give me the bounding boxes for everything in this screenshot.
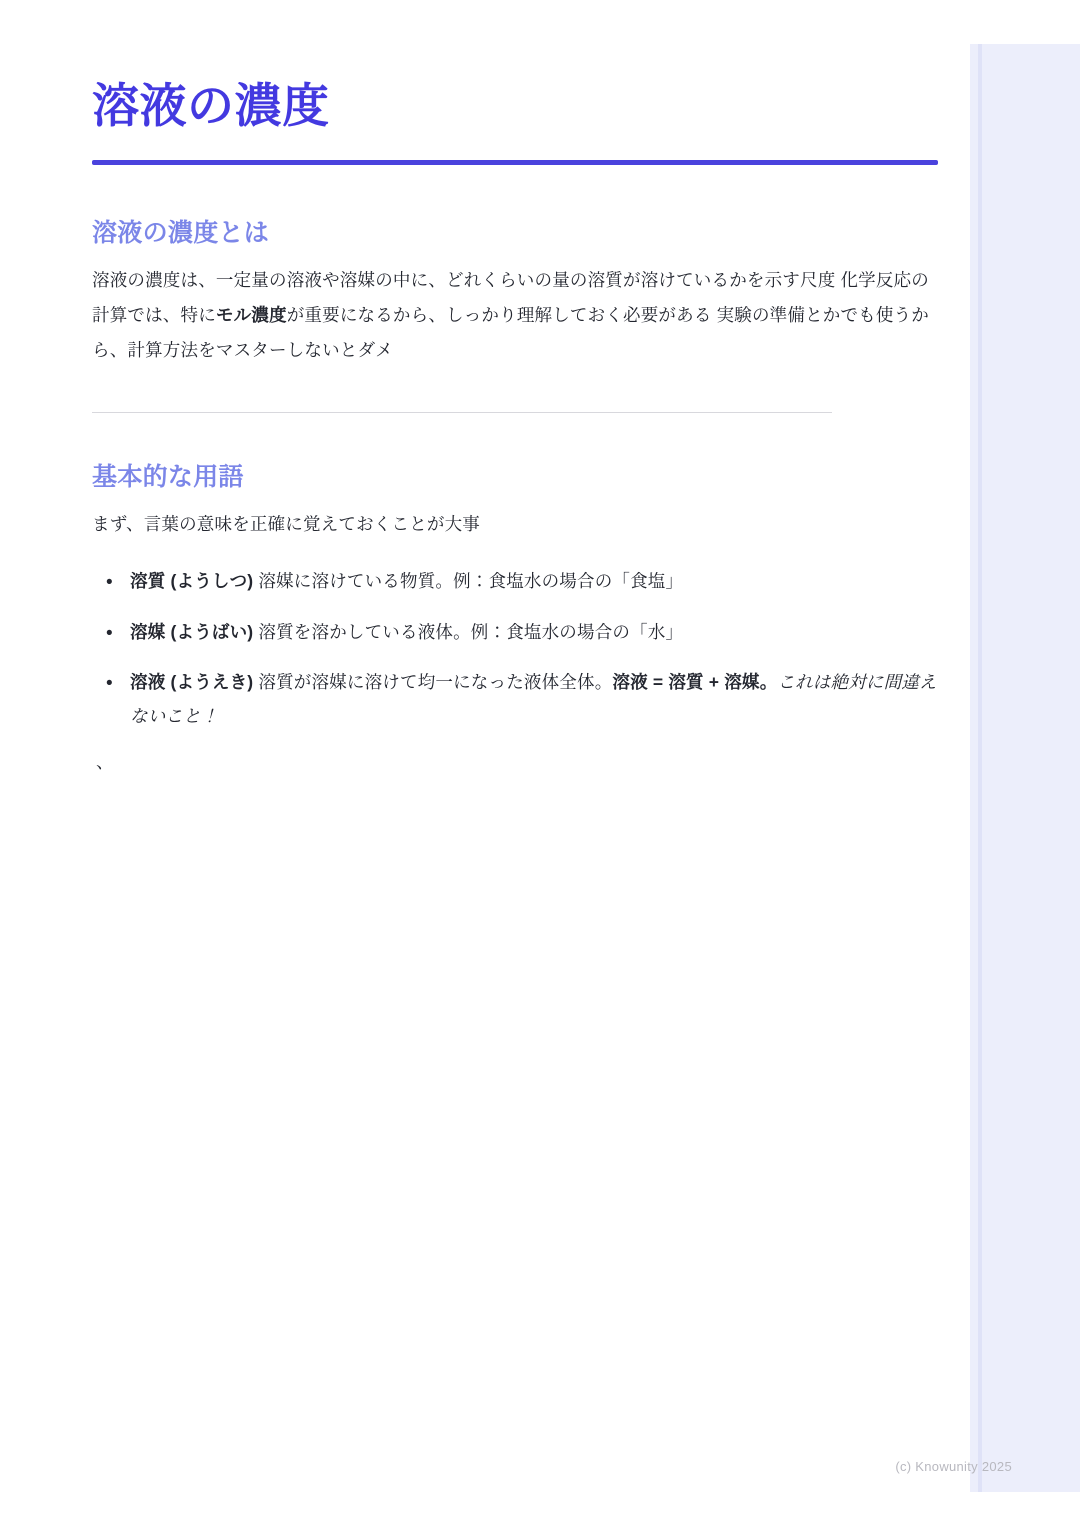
page-title: 溶液の濃度 xyxy=(92,79,330,132)
term-definition: 溶質が溶媒に溶けて均一になった液体全体。 xyxy=(258,671,613,692)
overview-text-part-1: 溶液の濃度は、一定量の溶液や溶媒の中に、どれくらいの量の溶質が溶けているかを示す尺度 化学反応の計算では、特に xyxy=(92,270,929,326)
term-formula: 溶液 = 溶質 + 溶媒 xyxy=(612,671,760,692)
term-emphasis: これは絶対に間違えないこと！ xyxy=(130,671,937,726)
term-name: 溶質 (ようしつ) xyxy=(130,571,254,592)
term-definition: 溶質を溶かしている液体。例：食塩水の場合の「水」 xyxy=(258,621,684,642)
list-item xyxy=(126,615,938,649)
overview-paragraph xyxy=(92,263,938,368)
term-name: 溶媒 (ようばい) xyxy=(130,621,254,642)
spacer xyxy=(92,413,938,457)
trailing-mark: 、 xyxy=(96,751,114,772)
footer-copyright: (c) Knowunity 2025 xyxy=(895,1459,1012,1474)
section-heading-overview: 溶液の濃度とは xyxy=(92,219,270,248)
list-item xyxy=(126,564,938,598)
terms-intro-paragraph: まず、言葉の意味を正確に覚えておくことが大事 xyxy=(92,514,480,535)
overview-text-part-2: が重要になるから、しっかり理解しておく必要がある 実験の準備とかでも使うから、計算方法をマスターしないとダメ xyxy=(92,305,929,361)
right-decorative-band xyxy=(970,44,1080,1492)
title-divider xyxy=(92,160,938,165)
section-heading-terms: 基本的な用語 xyxy=(92,463,244,492)
term-name: 溶液 (ようえき) xyxy=(130,671,254,692)
document-content xyxy=(92,78,938,774)
right-band-accent-line xyxy=(978,44,982,1492)
term-note-suffix: 。 xyxy=(759,671,778,692)
term-definition: 溶媒に溶けている物質。例：食塩水の場合の「食塩」 xyxy=(258,571,684,592)
list-item xyxy=(126,665,938,733)
terms-list xyxy=(92,564,938,733)
overview-text-emphasis: モル濃度 xyxy=(215,305,287,326)
